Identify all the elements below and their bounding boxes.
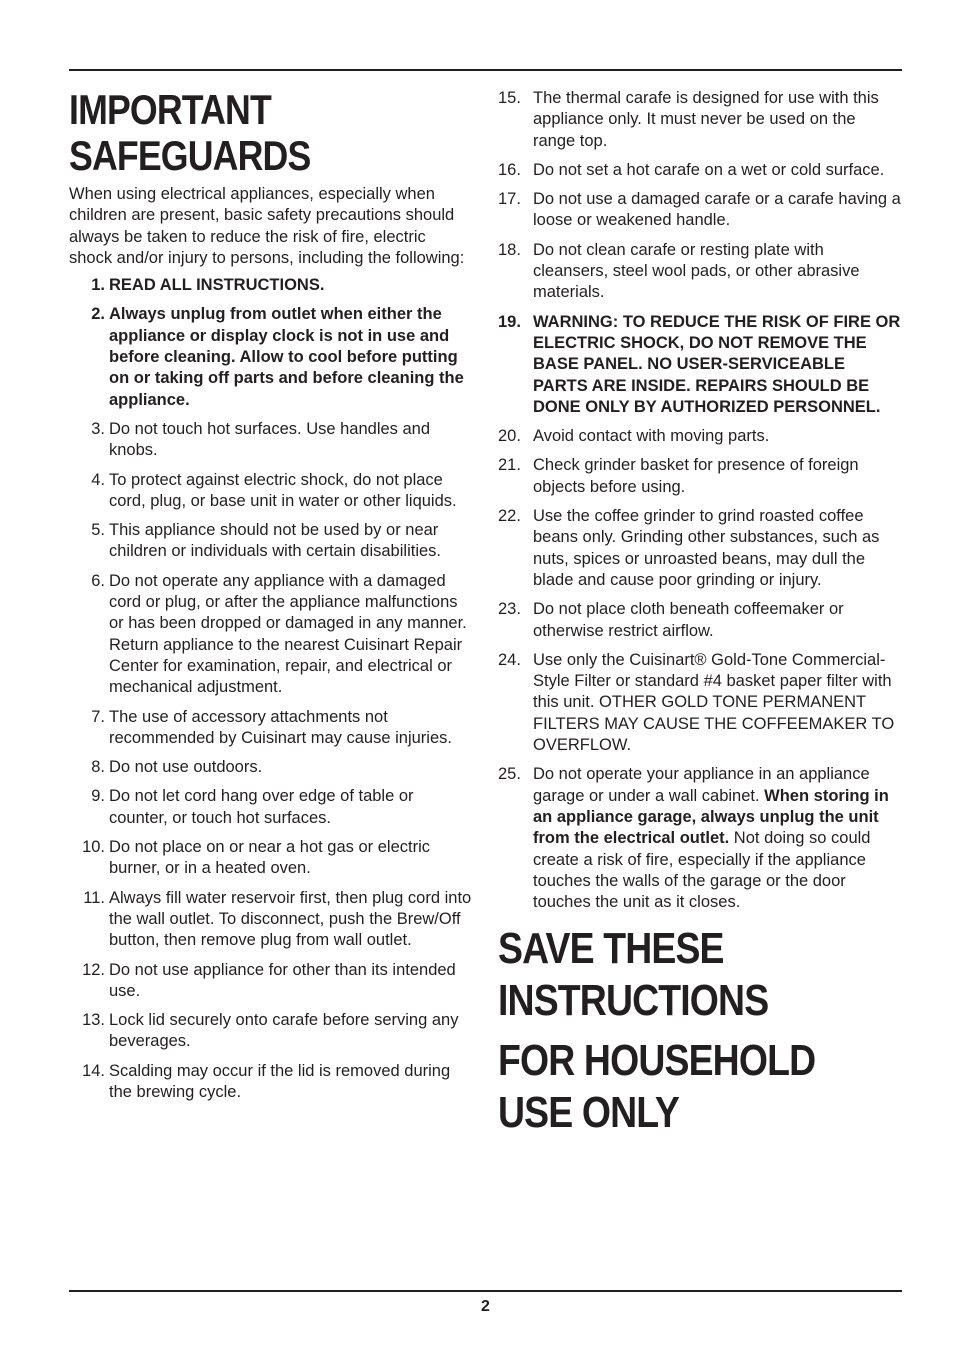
item-text: Do not set a hot carafe on a wet or cold surface.	[533, 160, 885, 179]
safeguard-item	[498, 426, 902, 447]
safeguard-item	[69, 888, 473, 952]
safeguard-item	[69, 837, 473, 880]
right-safeguard-list	[498, 88, 902, 913]
item-number: 20.	[498, 427, 521, 446]
left-column	[69, 86, 473, 1111]
item-text-part: Not doing so could create a risk of fire, especially if the appliance touches the walls of the garage or the door touches the unit as it closes.	[533, 829, 871, 912]
safeguard-item	[498, 160, 902, 181]
safeguard-item	[69, 520, 473, 563]
item-text: The use of accessory attachments not recommended by Cuisinart may cause injuries.	[109, 707, 452, 747]
safeguard-item	[498, 506, 902, 591]
safeguard-item	[69, 707, 473, 750]
item-text: Do not touch hot surfaces. Use handles and knobs.	[109, 419, 431, 460]
item-number: 5.	[91, 521, 105, 540]
item-text: To protect against electric shock, do not place cord, plug, or base unit in water or other liquids.	[109, 470, 457, 510]
item-number: 3.	[91, 419, 105, 438]
item-number: 13.	[82, 1011, 105, 1030]
safeguard-item	[69, 786, 473, 829]
household-line-1: FOR HOUSEHOLD	[498, 1036, 816, 1086]
title-line-2: SAFEGUARDS	[69, 132, 311, 179]
safeguard-item	[498, 240, 902, 304]
safeguard-item	[498, 455, 902, 498]
item-number: 14.	[82, 1061, 105, 1080]
item-number: 16.	[498, 160, 521, 179]
safeguard-item	[69, 1010, 473, 1053]
item-text: Do not use a damaged carafe or a carafe having a loose or weakened handle.	[533, 190, 901, 230]
item-number: 4.	[91, 470, 105, 489]
item-number: 15.	[498, 89, 521, 107]
safeguard-item	[498, 189, 902, 232]
item-text: Do not place cloth beneath coffeemaker or otherwise restrict airflow.	[533, 600, 844, 640]
save-instructions-block	[498, 923, 902, 1139]
warning-item	[498, 312, 902, 418]
top-rule	[69, 69, 902, 71]
item-text: Scalding may occur if the lid is removed during the brewing cycle.	[109, 1061, 451, 1101]
item-number: 19.	[498, 312, 521, 331]
safeguard-item	[69, 419, 473, 462]
item-number: 11.	[83, 888, 105, 907]
item-number: 2.	[91, 305, 105, 324]
item-number: 22.	[498, 507, 521, 526]
safeguard-item	[69, 304, 473, 410]
item-text: Do not let cord hang over edge of table or counter, or touch hot surfaces.	[109, 787, 414, 827]
household-line-2: USE ONLY	[498, 1088, 679, 1138]
item-number: 23.	[498, 600, 521, 619]
item-text: The thermal carafe is designed for use with this appliance only. It must never be used on the range top.	[533, 89, 879, 150]
item-number: 7.	[91, 707, 105, 726]
item-text: This appliance should not be used by or near children or individuals with certain disabilities.	[109, 521, 441, 561]
safeguard-item	[498, 88, 902, 152]
item-number: 25.	[498, 765, 521, 784]
item-text: Always fill water reservoir first, then plug cord into the wall outlet. To disconnect, push the Brew/Off button, then remove plug from wall outlet.	[109, 888, 472, 950]
bottom-rule	[69, 1290, 902, 1292]
item-text: Do not clean carafe or resting plate with cleansers, steel wool pads, or other abrasive materials.	[533, 240, 860, 302]
item-number: 21.	[498, 456, 521, 475]
safeguard-item	[69, 1061, 473, 1104]
item-text: WARNING: TO REDUCE THE RISK OF FIRE OR ELECTRIC SHOCK, DO NOT REMOVE THE BASE PANEL. NO USER-SERVICEABLE PARTS ARE INSIDE. REPAIRS SHOULD BE DONE ONLY BY AUTHORIZED PERSONNEL.	[533, 312, 901, 416]
item-number: 1.	[91, 276, 105, 295]
left-safeguard-list	[69, 275, 473, 1103]
safeguard-item	[69, 960, 473, 1003]
safeguard-item	[498, 599, 902, 642]
item-text: Check grinder basket for presence of foreign objects before using.	[533, 456, 859, 496]
intro-paragraph: When using electrical appliances, especially when children are present, basic safety precautions should always be taken to reduce the risk of fire, electric shock and/or injury to persons, including the following:	[69, 185, 465, 267]
item-text: Do not place on or near a hot gas or electric burner, or in a heated oven.	[109, 838, 431, 878]
title-line-1: IMPORTANT	[69, 86, 271, 133]
safeguard-item	[69, 571, 473, 699]
save-line-1: SAVE THESE	[498, 924, 724, 974]
item-text: Use the coffee grinder to grind roasted coffee beans only. Grinding other substances, such as nuts, spices or unroasted beans, may dull the blade and cause poor grinding or injury.	[533, 507, 880, 589]
right-column	[498, 88, 902, 1139]
item-text-part: Do not operate your appliance in an appliance garage or under a wall cabinet.	[533, 765, 870, 805]
item-number: 6.	[91, 571, 105, 590]
item-text: Do not use outdoors.	[109, 758, 263, 777]
item-number: 8.	[91, 758, 105, 777]
item-number: 10.	[82, 838, 105, 857]
item-number: 12.	[82, 960, 105, 979]
item-number: 9.	[91, 787, 105, 806]
safeguard-item	[498, 764, 902, 913]
item-number: 18.	[498, 240, 521, 259]
item-text: Always unplug from outlet when either the appliance or display clock is not in use and before cleaning. Allow to cool before putting on or taking off parts and before cleaning the appliance.	[109, 305, 464, 409]
safeguard-item	[69, 757, 473, 778]
item-text: Do not use appliance for other than its intended use.	[109, 960, 456, 1000]
item-text: READ ALL INSTRUCTIONS.	[109, 276, 325, 295]
item-number: 17.	[498, 190, 521, 209]
safeguard-item	[69, 275, 473, 296]
page-number: 2	[481, 1298, 490, 1315]
item-text: Avoid contact with moving parts.	[533, 427, 770, 446]
item-text: Lock lid securely onto carafe before serving any beverages.	[109, 1011, 459, 1051]
item-number: 24.	[498, 650, 521, 669]
safeguard-item	[498, 650, 902, 756]
save-line-2: INSTRUCTIONS	[498, 976, 769, 1026]
safeguard-item	[69, 470, 473, 513]
item-text: Do not operate any appliance with a damaged cord or plug, or after the appliance malfunctions or has been dropped or damaged in any manner. Return appliance to the nearest Cuisinart Repair Center for examination, repair, and electrical or mechanical adjustment.	[109, 571, 467, 697]
item-text: Use only the Cuisinart® Gold-Tone Commercial-Style Filter or standard #4 basket paper filter with this unit. OTHER GOLD TONE PERMANENT FILTERS MAY CAUSE THE COFFEEMAKER TO OVERFLOW.	[533, 650, 895, 755]
item-text	[528, 764, 902, 913]
item-text-bold-part: When storing in an appliance garage, always unplug the unit from the electrical outlet.	[533, 786, 889, 848]
